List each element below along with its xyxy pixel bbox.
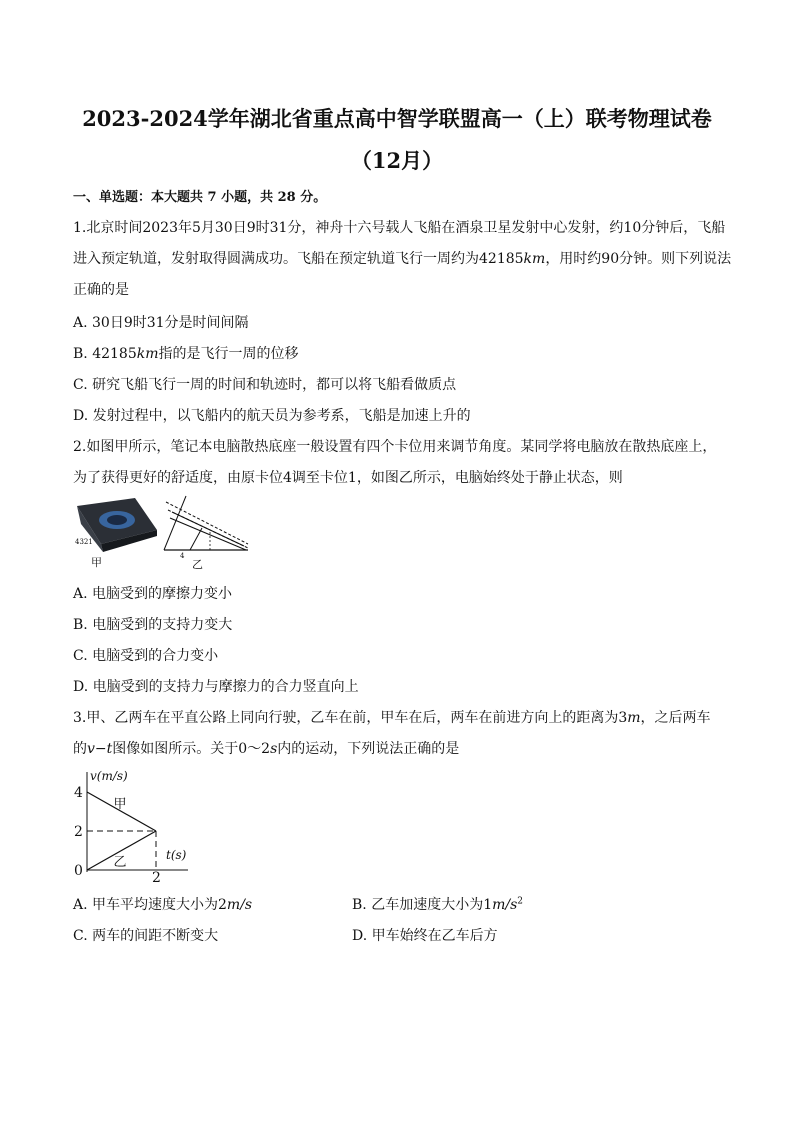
q2-stem-line1: 2.如图甲所示，笔记本电脑散热底座一般设置有四个卡位用来调节角度。某同学将电脑放在散热底座上， — [73, 439, 717, 455]
q3-vt-chart — [70, 764, 200, 884]
q3-option-c: C. 两车的间距不断变大 — [73, 928, 219, 944]
laptop-surface — [170, 518, 246, 550]
figure-label-yi: 乙 — [192, 558, 203, 570]
fan-hub — [107, 515, 127, 525]
q2-figure-yi — [160, 492, 252, 570]
q1-option-c: C. 研究飞船飞行一周的时间和轨迹时，都可以将飞船看做质点 — [73, 377, 457, 393]
q2-option-b: B. 电脑受到的支持力变大 — [73, 617, 233, 633]
y-tick-label: 2 — [74, 824, 83, 840]
section-heading: 一、单选题：本大题共 7 小题，共 28 分。 — [73, 190, 327, 205]
support-leg — [190, 528, 202, 550]
q3-option-b: B. 乙车加速度大小为$1m/s^2$ — [352, 896, 524, 913]
q3-stem-line1: 3.甲、乙两车在平直公路上同向行驶，乙车在前，甲车在后，两车在前进方向上的距离为3m，之后两车 — [73, 710, 711, 726]
y-tick-label: 0 — [74, 863, 83, 879]
q2-option-a: A. 电脑受到的摩擦力变小 — [73, 586, 233, 602]
q1-option-b: B. 42185km指的是飞行一周的位移 — [73, 346, 299, 362]
q2-option-c: C. 电脑受到的合力变小 — [73, 648, 219, 664]
q1-stem-line3: 正确的是 — [73, 282, 129, 298]
q1-option-d: D. 发射过程中，以飞船内的航天员为参考系，飞船是加速上升的 — [73, 408, 471, 424]
page-title: 2023-2024学年湖北省重点高中智学联盟高一（上）联考物理试卷 — [82, 106, 712, 131]
q3-option-d: D. 甲车始终在乙车后方 — [352, 928, 498, 944]
laptop-body — [172, 512, 244, 546]
dashed-surface-1 — [166, 502, 248, 544]
figure-label-jia: 甲 — [91, 556, 102, 569]
q3-stem-line2: 的v−t图像如图所示。关于0～2s内的运动，下列说法正确的是 — [73, 741, 460, 757]
slot-4-label: 4 — [180, 552, 185, 560]
q1-stem-line2: 进入预定轨道，发射取得圆满成功。飞船在预定轨道飞行一周约为42185km，用时约90分钟。则下列说法 — [73, 251, 732, 267]
q2-figure-jia — [73, 494, 163, 570]
y-tick-label: 4 — [74, 785, 83, 801]
page-subtitle: （12月） — [350, 148, 444, 173]
series-label-0: 甲 — [113, 797, 127, 812]
y-axis-label: v(m/s) — [90, 769, 128, 783]
q2-stem-line2: 为了获得更好的舒适度，由原卡位4调至卡位1，如图乙所示，电脑始终处于静止状态，则 — [73, 470, 623, 486]
q1-option-a: A. 30日9时31分是时间间隔 — [73, 315, 249, 331]
x-tick-label: 2 — [152, 870, 161, 884]
q1-stem-line1: 1.北京时间2023年5月30日9时31分，神舟十六号载人飞船在酒泉卫星发射中心发射，约10分钟后，飞船 — [73, 220, 726, 236]
q3-option-a: A. 甲车平均速度大小为2m/s — [73, 897, 253, 913]
series-label-1: 乙 — [113, 855, 127, 870]
x-axis-label: t(s) — [166, 848, 187, 862]
slot-labels: 4321 — [75, 538, 93, 546]
q2-option-d: D. 电脑受到的支持力与摩擦力的合力竖直向上 — [73, 679, 359, 695]
